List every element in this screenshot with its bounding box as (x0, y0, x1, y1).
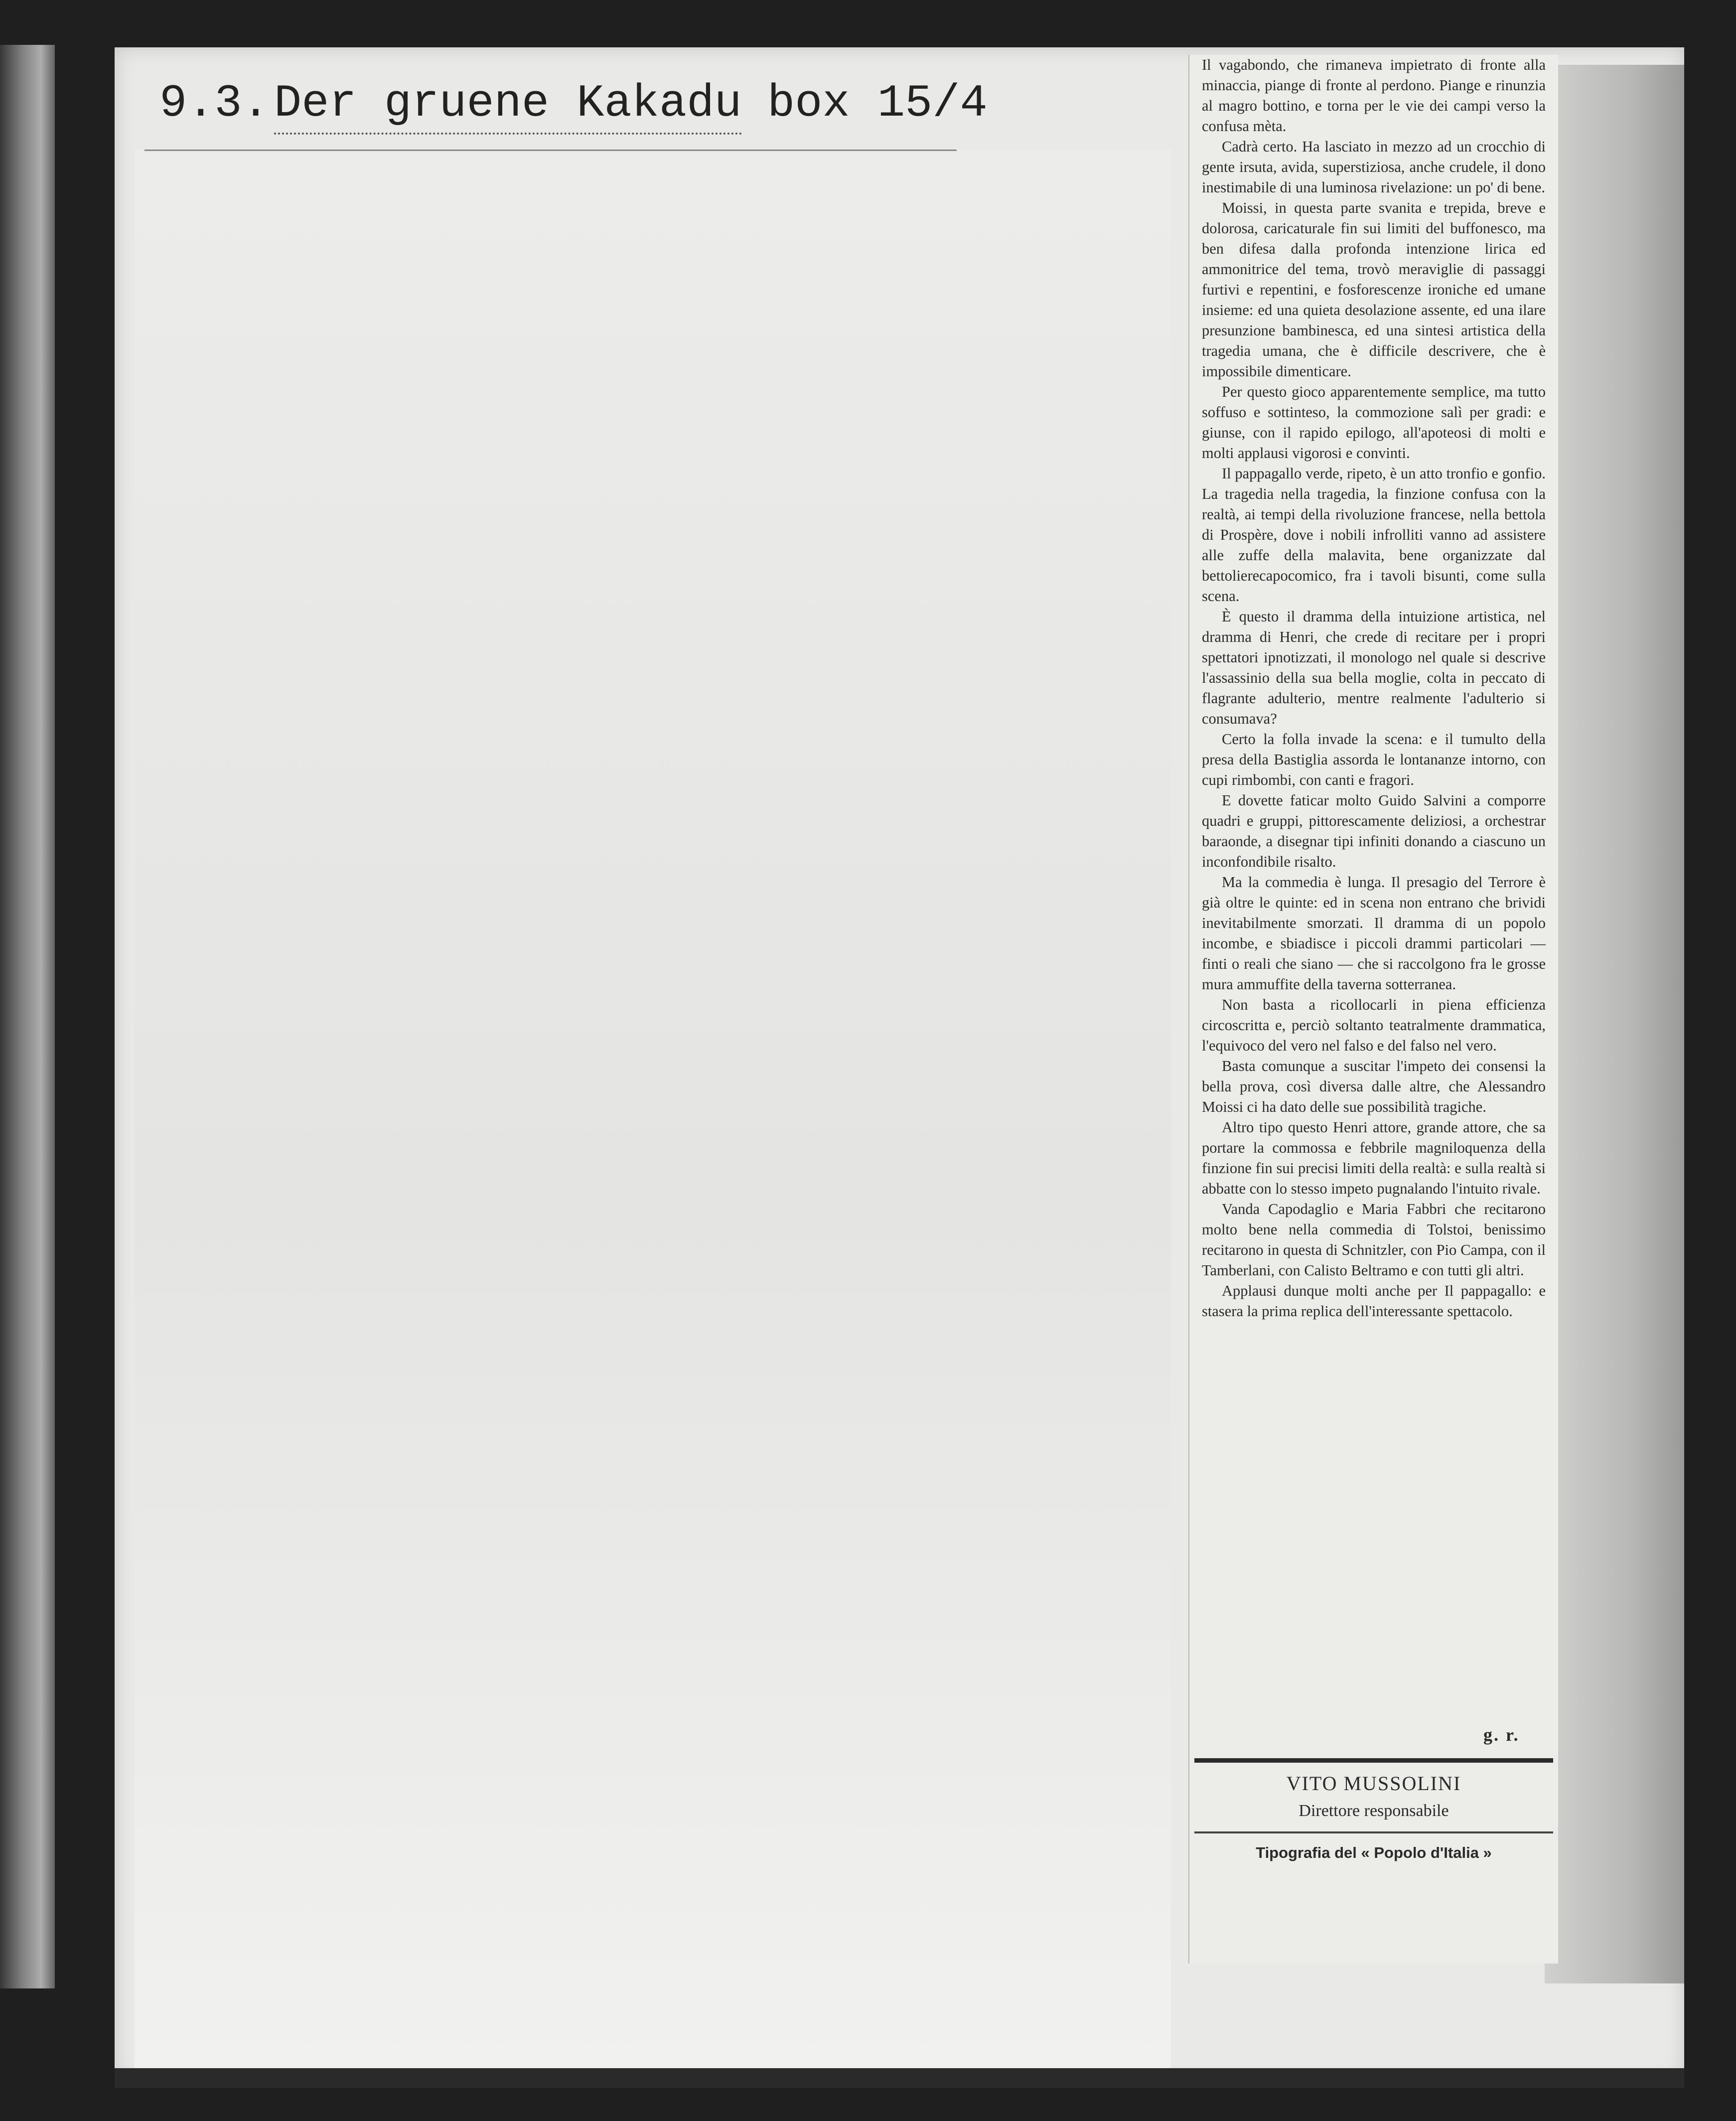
article-paragraph: E dovette faticar molto Guido Salvini a comporre quadri e gruppi, pittorescamente deliziosi, a orchestrar baraonde, a disegnar tipi infiniti donando a ciascuno un inconfondibile risalto. (1202, 792, 1546, 870)
footer-rule-thin (1194, 1831, 1553, 1833)
article-paragraph: Basta comunque a suscitar l'impeto dei consensi la bella prova, così diversa dalle altre, che Alessandro Moissi ci ha dato delle sue possibilità tragiche. (1202, 1058, 1546, 1115)
article-paragraph: Moissi, in questa parte svanita e trepida, breve e dolorosa, caricaturale fin sui limiti del buffonesco, ma ben difesa dalla profonda intenzione lirica ed ammonitrice del tema, trovò meraviglie di passaggi furtivi e repentini, e fosforescenze ironiche ed umane insieme: ed una quieta desolazione assente, ed una ilare presunzione bambinesca, ed una sintesi artistica della tragedia umana, che è difficile descrivere, che è impossibile dimenticare. (1202, 199, 1546, 380)
newspaper-clipping (1188, 55, 1558, 1964)
article-paragraph: Cadrà certo. Ha lasciato in mezzo ad un crocchio di gente irsuta, avida, superstiziosa, anche crudele, il dono inestimabile di una luminosa rivelazione: un po' di bene. (1202, 138, 1546, 196)
blank-sheet-area (135, 150, 1171, 2068)
item-number: 9.3. (159, 77, 270, 130)
footer-rule-thick (1194, 1758, 1553, 1763)
play-title: Der gruene Kakadu (274, 77, 742, 135)
article-paragraph: Non basta a ricollocarli in piena efficienza circoscritta e, perciò soltanto teatralmente drammatica, l'equivoco del vero nel falso e del falso nel vero. (1202, 996, 1546, 1054)
sheet-right-margin (1545, 65, 1684, 1983)
article-paragraph: Altro tipo questo Henri attore, grande attore, che sa portare la commossa e febbrile magniloquenza della finzione fin sui precisi limiti della realtà: e sulla realtà si abbatte con lo stesso impeto pugnalando l'intuito rivale. (1202, 1119, 1546, 1197)
article-paragraph: Vanda Capodaglio e Maria Fabbri che recitarono molto bene nella commedia di Tolstoi, benissimo recitarono in questa di Schnitzler, con Pio Campa, con il Tamberlani, con Calisto Beltramo e con tutti gli altri. (1202, 1201, 1546, 1279)
article-paragraph: Il pappagallo verde, ripeto, è un atto tronfio e gonfio. La tragedia nella tragedia, la finzione confusa con la realtà, ai tempi della rivoluzione francese, nella bettola di Prospère, dove i nobili infrolliti vanno ad assistere alle zuffe della malavita, bene organizzate dal bettolierecapocomico, fra i tavoli bisunti, come sulla scena. (1202, 465, 1546, 605)
article-paragraph: Applausi dunque molti anche per Il pappagallo: e stasera la prima replica dell'interessante spettacolo. (1202, 1282, 1546, 1320)
review-article (1202, 55, 1546, 1322)
article-paragraph: Per questo gioco apparentemente semplice, ma tutto soffuso e sottinteso, la commozione salì per gradi: e giunse, con il rapido epilogo, all'apoteosi di molti e molti applausi vigorosi e convinti. (1202, 383, 1546, 461)
printer-credit: Tipografia del « Popolo d'Italia » (1256, 1844, 1492, 1861)
article-paragraph: Il vagabondo, che rimaneva impietrato di fronte alla minaccia, piange di fronte al perdono. Piange e rinunzia al magro bottino, e torna per le vie dei campi verso la confusa mèta. (1202, 56, 1546, 135)
bottom-edge (115, 2068, 1684, 2088)
article-paragraph: È questo il dramma della intuizione artistica, nel dramma di Henri, che crede di recitare per i propri spettatori ipnotizzati, il monologo nel quale si descrive l'assassinio della sua bella moglie, colta in peccato di flagrante adulterio, mentre realmente l'adulterio si consumava? (1202, 608, 1546, 727)
director-role: Direttore responsabile (1299, 1802, 1449, 1820)
header-rule (145, 150, 957, 151)
adjacent-page-edge (0, 45, 55, 1988)
director-name: VITO MUSSOLINI (1286, 1772, 1461, 1795)
article-paragraph: Ma la commedia è lunga. Il presagio del Terrore è già oltre le quinte: ed in scena non entrano che brividi inevitabilmente smorzati. Il dramma di un popolo incombe, e sbiadisce i piccoli drammi particolari — finti o reali che siano — che si raccolgono fra le grosse mura ammuffite della taverna sotterranea. (1202, 874, 1546, 993)
box-reference: box 15/4 (767, 77, 988, 130)
article-signature: g. r. (1483, 1725, 1520, 1745)
article-paragraph: Certo la folla invade la scena: e il tumulto della presa della Bastiglia assorda le lontananze intorno, con cupi rimbombi, con canti e fragori. (1202, 731, 1546, 788)
